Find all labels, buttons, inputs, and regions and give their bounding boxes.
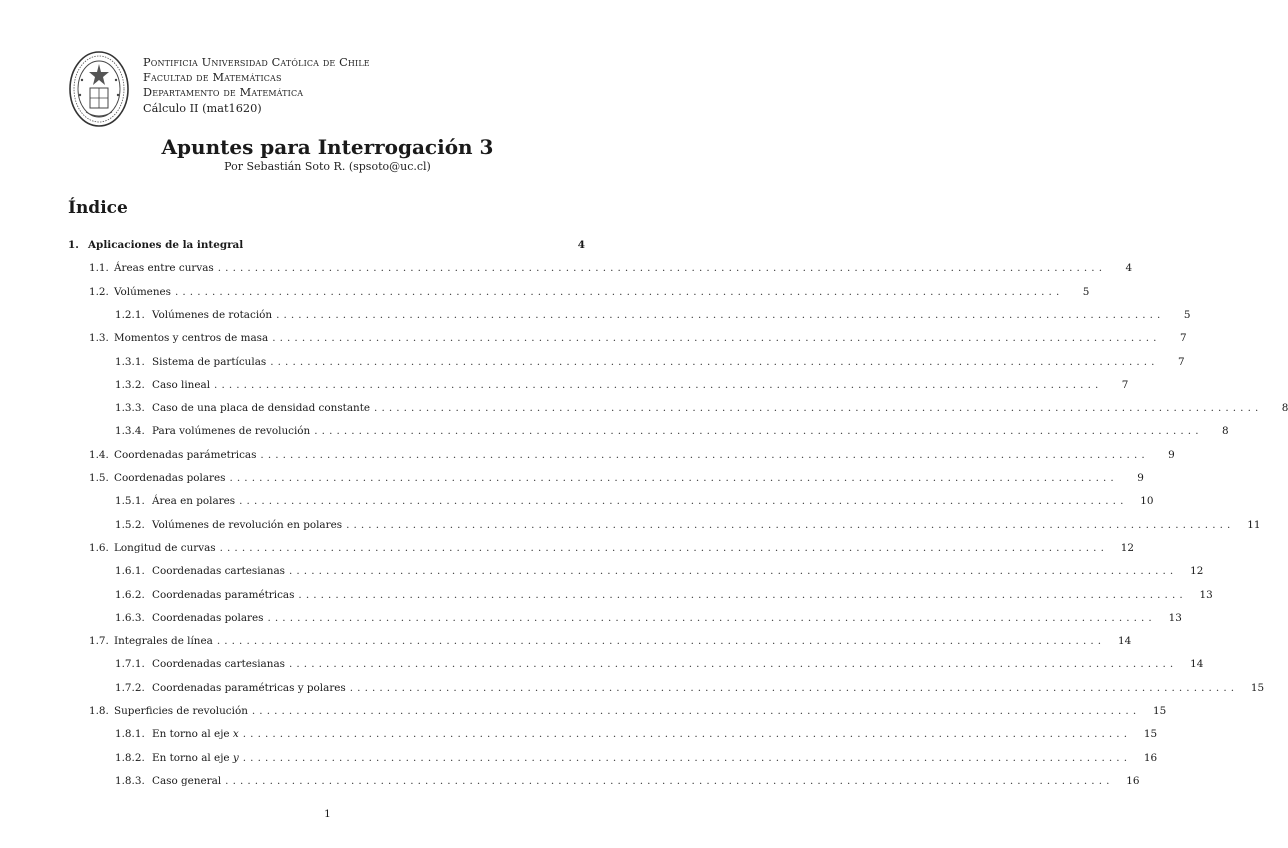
toc-leader-dots: ........................................................................................................................	[270, 355, 1159, 368]
toc-leader-dots: ........................................................................................................................	[314, 425, 1203, 438]
toc-entry[interactable]	[115, 424, 1229, 438]
toc-entry-page: 5	[1183, 308, 1191, 321]
toc-entry-number: 1.3.3.	[115, 402, 145, 415]
toc-entry-page: 14	[1117, 635, 1132, 648]
toc-entry-title: Momentos y centros de masa	[114, 332, 269, 345]
toc-leader-dots: ........................................................................................................................	[374, 402, 1263, 415]
toc-entry-number: 1.6.3.	[115, 611, 145, 624]
toc-entry-page: 7	[1121, 378, 1129, 391]
toc-leader-dots: ........................................................................................................................	[217, 262, 1107, 275]
toc-entry-page: 13	[1199, 588, 1213, 601]
toc-entry[interactable]	[89, 261, 1133, 275]
toc-entry-title: Caso de una placa de densidad constante	[152, 402, 371, 415]
toc-entry-title: Áreas entre curvas	[114, 262, 214, 275]
toc-entry-number: 1.5.1.	[115, 495, 145, 508]
toc-entry[interactable]	[115, 355, 1185, 369]
toc-leader-dots: ........................................................................................................................	[349, 681, 1239, 694]
toc-entry-page: 9	[1168, 448, 1175, 461]
toc-entry-title: Longitud de curvas	[114, 541, 216, 554]
toc-leader-dots: ........................................................................................................................	[251, 705, 1141, 717]
document-author: Por Sebastián Soto R. (spsoto@uc.cl)	[224, 160, 431, 173]
toc-entry[interactable]	[89, 285, 1090, 299]
toc-entry[interactable]	[115, 611, 1182, 625]
toc-entry[interactable]	[89, 704, 1167, 718]
toc-entry[interactable]	[89, 471, 1144, 485]
toc-entry-title: Coordenadas paramétricas y polares	[152, 681, 346, 694]
toc-leader-dots: ........................................................................................................................	[214, 378, 1103, 391]
toc-entry[interactable]	[115, 751, 1158, 765]
toc-entry-page: 16	[1143, 751, 1158, 764]
toc-entry-title: Coordenadas parámetricas	[114, 448, 257, 461]
toc-leader-dots: ........................................................................................................................	[219, 541, 1108, 554]
toc-entry-number: 1.2.1.	[115, 308, 145, 321]
toc-entry-title: Para volúmenes de revolución	[152, 425, 311, 438]
toc-leader-dots: ........................................................................................................................	[225, 774, 1114, 787]
toc-entry[interactable]	[68, 238, 585, 252]
toc-entry-page: 7	[1177, 355, 1185, 368]
toc-entry-page: 5	[1082, 285, 1090, 298]
toc-entry-page: 12	[1120, 541, 1134, 554]
toc-entry-number: 1.8.2.	[115, 751, 145, 764]
department-name: Departamento de Matemática	[143, 86, 304, 100]
toc-entry[interactable]	[115, 378, 1129, 392]
toc-entry-page: 11	[1247, 518, 1261, 531]
toc-entry-number: 1.8.1.	[115, 728, 145, 741]
toc-entry-page: 4	[1125, 262, 1133, 275]
toc-entry-number: 1.5.	[89, 472, 109, 484]
toc-entry-number: 1.5.2.	[115, 518, 145, 531]
toc-entry-number: 1.3.1.	[115, 355, 145, 368]
toc-leader-dots: ........................................................................................................................	[276, 308, 1165, 321]
toc-entry-page: 15	[1153, 705, 1167, 717]
institution-header	[143, 55, 370, 116]
toc-entry[interactable]	[115, 727, 1158, 741]
toc-entry-title: Caso lineal	[152, 378, 211, 391]
toc-entry[interactable]	[115, 657, 1204, 671]
toc-entry[interactable]	[89, 541, 1134, 555]
toc-entry-number: 1.3.	[89, 332, 109, 345]
toc-entry-page: 4	[577, 239, 585, 251]
toc-entry-number: 1.6.	[89, 541, 109, 554]
index-heading: Índice	[68, 198, 128, 218]
toc-entry-page: 16	[1126, 774, 1140, 787]
toc-entry-title: Aplicaciones de la integral	[88, 239, 244, 251]
toc-entry[interactable]	[115, 308, 1191, 322]
toc-entry-title: Caso general	[152, 774, 222, 787]
toc-entry[interactable]	[115, 518, 1261, 532]
toc-leader-dots: ........................................................................................................................	[239, 495, 1128, 508]
course-name: Cálculo II (mat1620)	[143, 101, 262, 115]
toc-entry[interactable]	[89, 448, 1175, 462]
toc-entry[interactable]	[115, 564, 1204, 578]
toc-entry[interactable]	[115, 681, 1265, 695]
toc-entry-title: Superficies de revolución	[114, 705, 248, 717]
toc-leader-dots: ........................................................................................................................	[298, 588, 1187, 601]
toc-leader-dots: ........................................................................................................................	[288, 565, 1178, 578]
toc-entry[interactable]	[115, 401, 1288, 415]
toc-entry[interactable]	[115, 588, 1213, 602]
toc-entry-title: Volúmenes de rotación	[152, 308, 273, 321]
toc-leader-dots: ........................................................................................................................	[175, 285, 1064, 298]
toc-leader-dots: ........................................................................................................................	[267, 611, 1156, 624]
toc-entry-title: Coordenadas cartesianas	[152, 658, 285, 671]
toc-entry-title: Volúmenes de revolución en polares	[152, 518, 343, 531]
toc-entry-page: 8	[1222, 425, 1229, 438]
toc-entry-page: 8	[1281, 402, 1288, 415]
toc-entry-number: 1.3.2.	[115, 378, 145, 391]
toc-leader-dots: ........................................................................................................................	[346, 518, 1235, 531]
toc-leader-dots: ........................................................................................................................	[242, 751, 1132, 764]
toc-leader-dots: ........................................................................................................................	[260, 448, 1149, 461]
toc-entry-page: 15	[1143, 728, 1158, 741]
toc-entry-title: Integrales de línea	[114, 635, 213, 648]
toc-entry-number: 1.7.	[89, 635, 109, 648]
document-title: Apuntes para Interrogación 3	[161, 135, 494, 159]
toc-entry-page: 14	[1190, 658, 1204, 671]
toc-entry-number: 1.6.2.	[115, 588, 145, 601]
toc-entry-title: En torno al eje x	[152, 728, 239, 741]
toc-entry-title: Volúmenes	[114, 285, 171, 298]
toc-entry-title: Coordenadas paramétricas	[152, 588, 295, 601]
toc-entry-page: 15	[1250, 681, 1265, 694]
toc-entry-page: 7	[1179, 332, 1187, 345]
university-name: Pontificia Universidad Católica de Chile	[143, 56, 370, 69]
toc-entry-number: 1.8.	[89, 705, 109, 717]
math-variable: x	[232, 728, 239, 741]
toc-entry-number: 1.8.3.	[115, 774, 145, 787]
toc-entry-title: Coordenadas polares	[114, 472, 226, 484]
toc-entry-number: 1.7.1.	[115, 658, 145, 671]
toc-entry[interactable]	[115, 494, 1154, 508]
toc-entry-page: 13	[1168, 611, 1182, 624]
toc-entry-page: 9	[1137, 472, 1144, 484]
toc-entry-number: 1.2.	[89, 285, 109, 298]
toc-leader-dots: ........................................................................................................................	[216, 635, 1106, 648]
toc-entry[interactable]	[115, 774, 1140, 788]
toc-leader-dots: ........................................................................................................................	[288, 658, 1178, 671]
toc-entry-title: Área en polares	[152, 495, 236, 508]
toc-entry-page: 10	[1140, 495, 1154, 508]
page-number: 1	[324, 808, 331, 820]
toc-entry-title: Coordenadas cartesianas	[152, 565, 285, 578]
toc-entry-number: 1.7.2.	[115, 681, 145, 694]
toc-entry[interactable]	[89, 634, 1132, 648]
toc-leader-dots: ........................................................................................................................	[272, 332, 1161, 345]
toc-entry-page: 12	[1190, 565, 1204, 578]
toc-entry-number: 1.1.	[89, 262, 109, 275]
toc-leader-dots: ........................................................................................................................	[229, 472, 1118, 484]
university-seal-logo	[68, 50, 130, 128]
toc-leader-dots: ........................................................................................................................	[242, 728, 1132, 741]
toc-entry-number: 1.4.	[89, 448, 109, 461]
toc-entry-number: 1.3.4.	[115, 425, 145, 438]
toc-entry-number: 1.6.1.	[115, 565, 145, 578]
toc-entry-number: 1.	[68, 239, 79, 251]
math-variable: y	[232, 751, 239, 764]
toc-entry-title: Sistema de partículas	[152, 355, 267, 368]
toc-entry[interactable]	[89, 331, 1187, 345]
faculty-name: Facultad de Matemáticas	[143, 71, 282, 85]
toc-entry-title: Coordenadas polares	[152, 611, 264, 624]
toc-entry-title: En torno al eje y	[152, 751, 239, 764]
